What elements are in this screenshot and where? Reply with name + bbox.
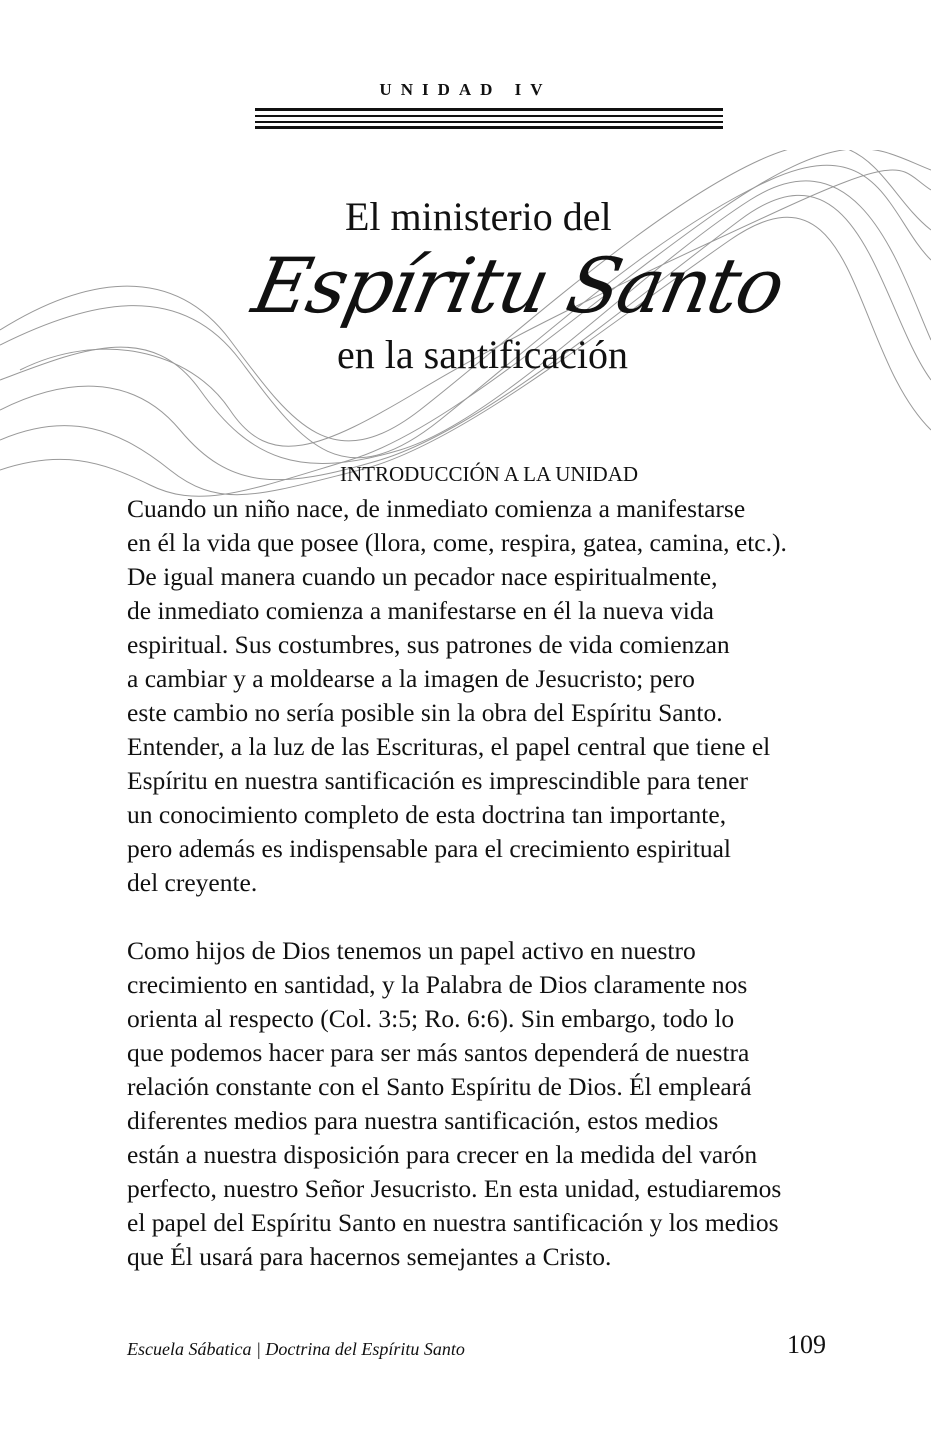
paragraph-line: en él la vida que posee (llora, come, respira, gatea, camina, etc.). <box>127 528 787 557</box>
title-line-2: Espíritu Santo <box>245 241 791 330</box>
paragraph-line: espiritual. Sus costumbres, sus patrones de vida comienzan <box>127 630 730 659</box>
paragraph-line: perfecto, nuestro Señor Jesucristo. En esta unidad, estudiaremos <box>127 1174 782 1203</box>
paragraph-line: De igual manera cuando un pecador nace espiritualmente, <box>127 562 718 591</box>
body-text <box>127 492 787 1274</box>
paragraph-line: a cambiar y a moldearse a la imagen de Jesucristo; pero <box>127 664 695 693</box>
divider-rule <box>255 126 723 129</box>
unit-label: UNIDAD IV <box>379 80 552 99</box>
paragraph-line: están a nuestra disposición para crecer en la medida del varón <box>127 1140 758 1169</box>
title-line-3: en la santificación <box>337 332 628 377</box>
paragraph-line: de inmediato comienza a manifestarse en él la nueva vida <box>127 596 714 625</box>
paragraph-line: Espíritu en nuestra santificación es imprescindible para tener <box>127 766 748 795</box>
paragraph-line: un conocimiento completo de esta doctrina tan importante, <box>127 800 727 829</box>
divider-rule <box>255 108 723 111</box>
paragraph-line: pero además es indispensable para el crecimiento espiritual <box>127 834 731 863</box>
paragraph-line: el papel del Espíritu Santo en nuestra santificación y los medios <box>127 1208 779 1237</box>
paragraph-line: crecimiento en santidad, y la Palabra de Dios claramente nos <box>127 970 748 999</box>
section-heading: INTRODUCCIÓN A LA UNIDAD <box>339 462 639 486</box>
title-line-1: El ministerio del <box>345 194 612 239</box>
footer-text: Escuela Sábatica | Doctrina del Espíritu Santo <box>127 1339 465 1359</box>
paragraph-line: este cambio no sería posible sin la obra del Espíritu Santo. <box>127 698 723 727</box>
paragraph-line: que Él usará para hacernos semejantes a Cristo. <box>127 1242 612 1271</box>
divider-rule <box>255 115 723 117</box>
paragraph-line: orienta al respecto (Col. 3:5; Ro. 6:6). Sin embargo, todo lo <box>127 1004 735 1033</box>
paragraph-line: del creyente. <box>127 868 258 897</box>
divider-rule <box>255 121 723 123</box>
paragraph-line: que podemos hacer para ser más santos dependerá de nuestra <box>127 1038 750 1067</box>
page-number: 109 <box>787 1330 826 1359</box>
paragraph-line: Entender, a la luz de las Escrituras, el papel central que tiene el <box>127 732 771 761</box>
paragraph-line: relación constante con el Santo Espíritu de Dios. Él empleará <box>127 1072 752 1101</box>
paragraph-line: Como hijos de Dios tenemos un papel activo en nuestro <box>127 936 696 965</box>
paragraph-line: diferentes medios para nuestra santificación, estos medios <box>127 1106 719 1135</box>
paragraph-line: Cuando un niño nace, de inmediato comienza a manifestarse <box>127 494 746 523</box>
